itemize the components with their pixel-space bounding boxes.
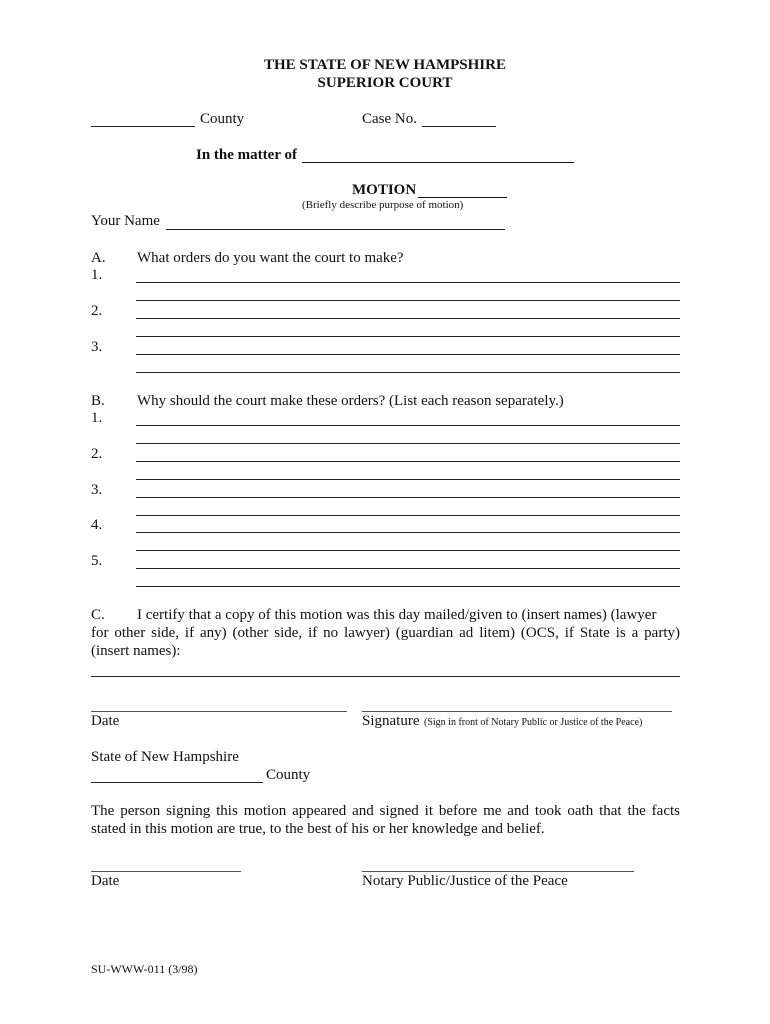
section-b-line[interactable] — [136, 479, 680, 480]
motion-title: MOTION — [352, 182, 417, 198]
section-a-line[interactable] — [136, 336, 680, 337]
section-a-item-2: 2. — [91, 303, 103, 319]
motion-hint: (Briefly describe purpose of motion) — [302, 199, 464, 211]
section-b-item-4: 4. — [91, 517, 103, 533]
notary-signature-field[interactable] — [362, 871, 634, 872]
notary-county-label: County — [266, 767, 311, 783]
section-a-line[interactable] — [136, 372, 680, 373]
section-c-letter: C. — [91, 607, 105, 623]
your-name-label: Your Name — [91, 213, 160, 229]
county-label: County — [200, 111, 245, 127]
section-b-item-5: 5. — [91, 553, 103, 569]
notary-label: Notary Public/Justice of the Peace — [362, 873, 568, 889]
section-b-line[interactable] — [136, 586, 680, 587]
matter-field[interactable] — [302, 162, 574, 163]
header-state: THE STATE OF NEW HAMPSHIRE — [264, 57, 506, 73]
oath-line-1: The person signing this motion appeared and signed it before me and took oath that the facts — [91, 803, 680, 819]
case-no-label: Case No. — [362, 111, 417, 127]
oath-line-2: stated in this motion are true, to the best of his or her knowledge and belief. — [91, 821, 545, 837]
header-court: SUPERIOR COURT — [317, 75, 453, 91]
section-a-item-1: 1. — [91, 267, 103, 283]
signature-label: Signature — [362, 713, 420, 729]
section-b-line[interactable] — [136, 497, 680, 498]
section-b-line[interactable] — [136, 568, 680, 569]
section-c-line-2: for other side, if any) (other side, if no lawyer) (guardian ad litem) (OCS, if State is a party) — [91, 625, 680, 641]
your-name-field[interactable] — [166, 229, 505, 230]
section-b-letter: B. — [91, 393, 105, 409]
section-b-line[interactable] — [136, 443, 680, 444]
section-b-line[interactable] — [136, 515, 680, 516]
section-b-line[interactable] — [136, 461, 680, 462]
date-field[interactable] — [91, 711, 347, 712]
date-label: Date — [91, 713, 120, 729]
notary-county-field[interactable] — [91, 782, 263, 783]
section-b-line[interactable] — [136, 550, 680, 551]
state-label: State of New Hampshire — [91, 749, 239, 765]
section-b-question: Why should the court make these orders? (List each reason separately.) — [137, 393, 564, 409]
section-b-item-1: 1. — [91, 410, 103, 426]
form-code: SU-WWW-011 (3/98) — [91, 962, 198, 976]
section-a-line[interactable] — [136, 354, 680, 355]
section-a-question: What orders do you want the court to make? — [137, 250, 404, 266]
section-c-line-1: I certify that a copy of this motion was this day mailed/given to (insert names) (lawyer — [137, 607, 657, 623]
section-b-item-2: 2. — [91, 446, 103, 462]
motion-purpose-field[interactable] — [418, 197, 507, 198]
case-no-field[interactable] — [422, 126, 496, 127]
notary-date-label: Date — [91, 873, 120, 889]
county-field[interactable] — [91, 126, 195, 127]
section-a-line[interactable] — [136, 318, 680, 319]
notary-date-field[interactable] — [91, 871, 241, 872]
section-a-line[interactable] — [136, 300, 680, 301]
signature-note: (Sign in front of Notary Public or Justice of the Peace) — [424, 717, 643, 728]
section-a-line[interactable] — [136, 282, 680, 283]
matter-label: In the matter of — [196, 147, 297, 163]
section-b-line[interactable] — [136, 425, 680, 426]
section-a-item-3: 3. — [91, 339, 103, 355]
recipients-field[interactable] — [91, 676, 680, 677]
section-a-letter: A. — [91, 250, 106, 266]
signature-field[interactable] — [362, 711, 672, 712]
section-b-item-3: 3. — [91, 482, 103, 498]
section-b-line[interactable] — [136, 532, 680, 533]
section-c-line-3: (insert names): — [91, 643, 181, 659]
